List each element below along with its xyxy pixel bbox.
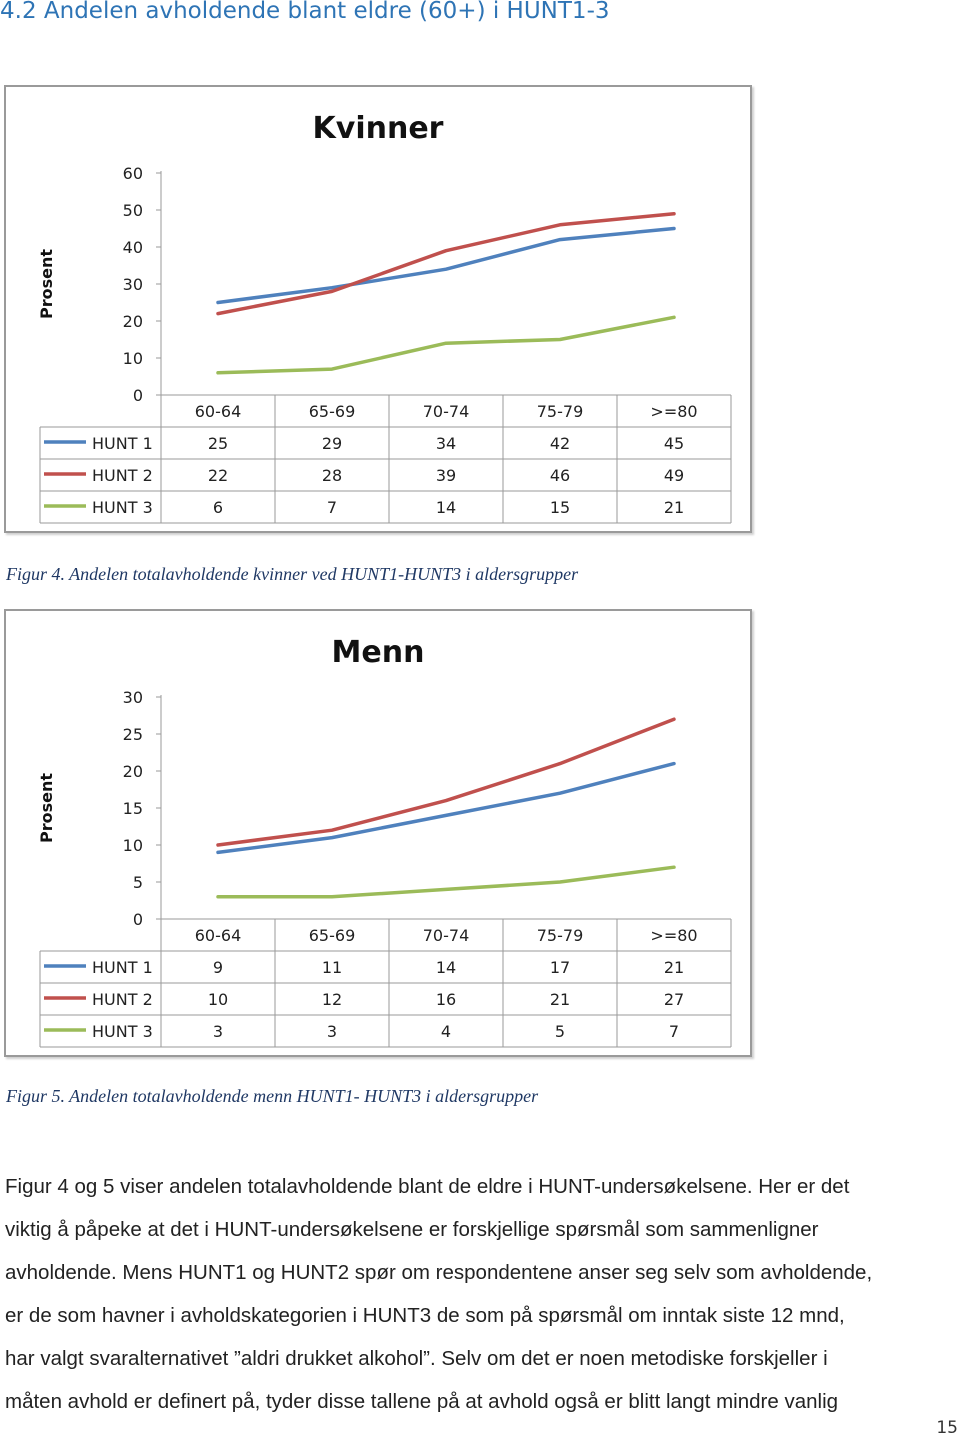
- body-line: avholdende. Mens HUNT1 og HUNT2 spør om respondentene anser seg selv som avholdende,: [5, 1261, 873, 1284]
- y-tick-label: 40: [122, 238, 143, 257]
- series-name: HUNT 1: [92, 958, 153, 977]
- category-label: 65-69: [308, 926, 356, 945]
- series-line: [218, 214, 674, 314]
- series-line: [218, 317, 674, 373]
- body-line: har valgt svaralternativet ”aldri drukket alkohol”. Selv om det er noen metodiske forskjeller i: [5, 1347, 828, 1370]
- table-value: 5: [554, 1022, 566, 1041]
- category-label: 70-74: [422, 926, 470, 945]
- category-label: >=80: [650, 402, 698, 421]
- category-label: 75-79: [536, 402, 584, 421]
- table-value: 14: [435, 498, 457, 517]
- series-name: HUNT 3: [92, 1022, 153, 1041]
- table-value: 11: [321, 958, 343, 977]
- table-value: 4: [440, 1022, 452, 1041]
- series-line: [218, 229, 674, 303]
- table-value: 16: [435, 990, 457, 1009]
- category-label: 60-64: [194, 926, 242, 945]
- y-tick-label: 0: [132, 910, 143, 929]
- figure-caption-men: Figur 5. Andelen totalavholdende menn HUNT1- HUNT3 i aldersgrupper: [6, 1086, 539, 1106]
- table-value: 21: [663, 958, 685, 977]
- table-value: 7: [668, 1022, 680, 1041]
- chart-title: Kvinner: [312, 111, 444, 146]
- y-tick-label: 50: [122, 201, 143, 220]
- table-value: 10: [207, 990, 229, 1009]
- y-tick-label: 15: [122, 799, 143, 818]
- table-value: 17: [549, 958, 571, 977]
- body-line: måten avhold er definert på, tyder disse tallene på at avhold også er blitt langt mindre vanlig: [5, 1390, 839, 1413]
- chart-women: [4, 85, 752, 533]
- category-label: >=80: [650, 926, 698, 945]
- table-value: 12: [321, 990, 343, 1009]
- table-value: 45: [663, 434, 685, 453]
- table-value: 3: [326, 1022, 338, 1041]
- table-value: 22: [207, 466, 229, 485]
- table-value: 42: [549, 434, 571, 453]
- table-value: 14: [435, 958, 457, 977]
- table-value: 15: [549, 498, 571, 517]
- y-axis-label: Prosent: [37, 248, 56, 320]
- table-value: 27: [663, 990, 685, 1009]
- y-tick-label: 10: [122, 836, 143, 855]
- table-value: 29: [321, 434, 343, 453]
- y-tick-label: 30: [122, 275, 143, 294]
- y-tick-label: 5: [132, 873, 143, 892]
- table-value: 28: [321, 466, 343, 485]
- category-label: 75-79: [536, 926, 584, 945]
- series-name: HUNT 2: [92, 990, 153, 1009]
- section-heading: 4.2 Andelen avholdende blant eldre (60+) i HUNT1-3: [0, 0, 610, 24]
- y-tick-label: 0: [132, 386, 143, 405]
- table-value: 3: [212, 1022, 224, 1041]
- series-line: [218, 867, 674, 897]
- chart-women-svg: [6, 87, 750, 531]
- series-name: HUNT 1: [92, 434, 153, 453]
- body-line: Figur 4 og 5 viser andelen totalavholdende blant de eldre i HUNT-undersøkelsene. Her er det: [5, 1175, 850, 1198]
- y-tick-label: 60: [122, 164, 143, 183]
- series-name: HUNT 2: [92, 466, 153, 485]
- table-value: 34: [435, 434, 457, 453]
- table-value: 39: [435, 466, 457, 485]
- figure-caption-women: Figur 4. Andelen totalavholdende kvinner ved HUNT1-HUNT3 i aldersgrupper: [6, 564, 579, 584]
- category-label: 60-64: [194, 402, 242, 421]
- table-value: 7: [326, 498, 338, 517]
- chart-title: Menn: [331, 635, 425, 670]
- body-paragraph: [5, 1165, 955, 1423]
- table-value: 46: [549, 466, 571, 485]
- series-name: HUNT 3: [92, 498, 153, 517]
- y-tick-label: 30: [122, 688, 143, 707]
- table-value: 21: [663, 498, 685, 517]
- body-line: er de som havner i avholdskategorien i HUNT3 de som på spørsmål om inntak siste 12 mnd,: [5, 1304, 845, 1327]
- table-value: 6: [212, 498, 224, 517]
- y-tick-label: 20: [122, 762, 143, 781]
- body-line: viktig å påpeke at det i HUNT-undersøkelsene er forskjellige spørsmål som sammenligner: [5, 1218, 819, 1241]
- chart-men-svg: [6, 611, 750, 1055]
- series-line: [218, 764, 674, 853]
- table-value: 9: [212, 958, 224, 977]
- y-axis-label: Prosent: [37, 772, 56, 844]
- table-value: 25: [207, 434, 229, 453]
- y-tick-label: 25: [122, 725, 143, 744]
- y-tick-label: 10: [122, 349, 143, 368]
- category-label: 65-69: [308, 402, 356, 421]
- chart-men: [4, 609, 752, 1057]
- category-label: 70-74: [422, 402, 470, 421]
- table-value: 49: [663, 466, 685, 485]
- table-value: 21: [549, 990, 571, 1009]
- y-tick-label: 20: [122, 312, 143, 331]
- page-number: 15: [936, 1418, 958, 1438]
